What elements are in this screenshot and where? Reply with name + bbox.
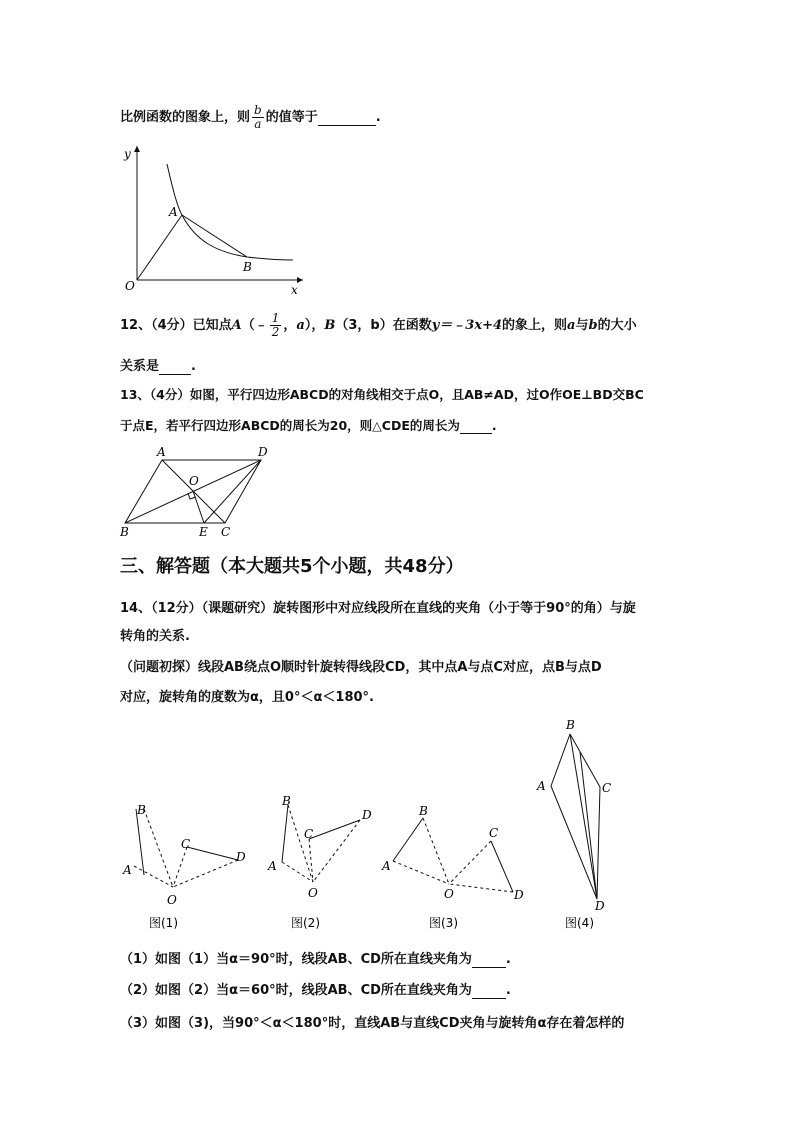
q12-after-frac: ，	[283, 318, 297, 333]
fig4-label-b: B	[566, 718, 575, 732]
label-o: O	[125, 279, 135, 293]
q14-line4	[120, 686, 374, 705]
q14-sub2-blank[interactable]	[472, 983, 506, 999]
q13-line1-text: 13、（4分）如图，平行四边形ABCD的对角线相交于点O，且AB≠AD，过O作OE⊥BD交BC	[120, 387, 644, 402]
q12-point-a: A	[231, 318, 242, 333]
section-3-title: 三、解答题（本大题共5个小题，共48分）	[120, 556, 464, 577]
fig3-dash-od	[449, 884, 513, 892]
fig3-label-b: B	[419, 804, 428, 818]
q14-figures	[115, 712, 635, 937]
fig2-caption: 图(2)	[291, 916, 320, 930]
fig3-dash-ob	[423, 818, 449, 884]
q13-line2-text: 于点E，若平行四边形ABCD的周长为20，则△CDE的周长为	[120, 418, 460, 433]
fig1-label-d: D	[236, 850, 246, 864]
q14-sub1-blank[interactable]	[472, 952, 506, 968]
fig3-segment-ab	[393, 818, 423, 861]
q12-point-b: B	[324, 318, 336, 333]
fig2-segment-ab	[282, 805, 288, 862]
q14-line3	[120, 656, 602, 675]
q14-line1	[120, 597, 636, 616]
q11-tail-line	[120, 104, 381, 131]
figure-2	[267, 794, 372, 930]
q11-frac-num: b	[254, 103, 262, 117]
fig2-dash-ob	[288, 805, 313, 882]
fig1-caption: 图(1)	[149, 916, 178, 930]
label-o: O	[189, 474, 199, 488]
fig1-dash-od	[173, 860, 238, 887]
label-b: B	[243, 260, 252, 274]
segment-de	[204, 460, 261, 523]
figure-4	[536, 718, 611, 930]
fig3-dash-oc	[449, 841, 491, 884]
figure-3	[381, 804, 524, 930]
fig3-dash-oa	[393, 861, 449, 884]
q12-frac-den: 2	[271, 325, 280, 339]
fig2-dash-od	[313, 820, 360, 882]
y-axis-arrow	[134, 146, 140, 152]
q14-line4-text: 对应，旋转角的度数为α，且0°＜α＜180°.	[120, 690, 374, 705]
x-axis-arrow	[297, 277, 303, 283]
label-b: B	[120, 525, 129, 538]
fig4-segment-cd	[597, 787, 600, 899]
q13-answer-blank[interactable]	[460, 418, 492, 434]
q12-paren-open: （﹣	[241, 318, 268, 333]
fig2-dash-oa	[282, 862, 313, 882]
fig3-segment-cd	[491, 841, 513, 892]
label-d: D	[258, 445, 268, 459]
q13-line1	[120, 385, 644, 403]
figure-1	[122, 803, 246, 930]
fig3-label-c: C	[489, 826, 499, 840]
q11-text-a: 比例函数的图象上，则	[120, 110, 251, 125]
fig2-label-c: C	[304, 827, 314, 841]
q12-point-b-coords: （3，b）	[335, 318, 393, 333]
q14-sub3	[120, 1012, 624, 1031]
q14-sub2	[120, 979, 511, 999]
q12-func: y＝﹣3x+4	[431, 318, 503, 333]
label-c: C	[221, 525, 231, 538]
q11-frac-den: a	[254, 117, 262, 131]
q12-line1	[120, 312, 637, 339]
fig1-dash-oa	[134, 866, 173, 887]
q12-end: .	[191, 359, 196, 374]
fig4-caption: 图(4)	[565, 916, 594, 930]
q14-sub1-text: （1）如图（1）当α＝90°时，线段AB、CD所在直线夹角为	[120, 952, 472, 967]
fig3-label-o: O	[444, 887, 454, 901]
q13-line2	[120, 416, 497, 434]
q13-figure	[115, 443, 285, 538]
fig3-label-d: D	[514, 888, 524, 902]
q12-line2	[120, 355, 196, 375]
fig2-label-o: O	[308, 886, 318, 900]
segment-ab	[182, 215, 247, 257]
q11-figure	[115, 140, 315, 300]
fig4-segment-ba	[551, 734, 570, 786]
q11-fraction	[252, 104, 264, 131]
fig1-dash-oc	[173, 847, 187, 887]
fig2-label-a: A	[268, 859, 277, 873]
q12-a-var: a	[296, 318, 305, 333]
q14-line2-text: 转角的关系.	[120, 629, 190, 644]
q11-answer-blank[interactable]	[318, 110, 376, 126]
q14-line1-text: 14、（12分）（课题研究）旋转图形中对应线段所在直线的夹角（小于等于90°的角）与旋	[120, 601, 636, 616]
label-a: A	[157, 445, 166, 459]
q14-sub1	[120, 948, 511, 968]
q12-line2-text: 关系是	[120, 359, 160, 374]
q12-prefix: 12、（4分）已知点	[120, 318, 232, 333]
q14-sub2-text: （2）如图（2）当α＝60°时，线段AB、CD所在直线夹角为	[120, 983, 472, 998]
fig4-label-c: C	[602, 781, 612, 795]
segment-oa	[137, 215, 182, 280]
q14-sub1-end: .	[505, 952, 511, 967]
fig1-label-o: O	[167, 893, 177, 907]
q14-sub2-end: .	[505, 983, 511, 998]
q14-line2	[120, 625, 190, 644]
fig1-dash-ob	[144, 809, 173, 887]
fig2-label-b: B	[282, 794, 291, 808]
q14-line3-text: （问题初探）线段AB绕点O顺时针旋转得线段CD，其中点A与点C对应，点B与点D	[120, 660, 602, 675]
q14-sub3-text: （3）如图（3)，当90°＜α＜180°时，直线AB与直线CD夹角与旋转角α存在着怎样的	[120, 1016, 625, 1031]
q12-suffix: 的象上，则	[502, 318, 568, 333]
fig2-label-d: D	[362, 808, 372, 822]
label-y: y	[124, 147, 131, 161]
fig4-label-d: D	[595, 899, 605, 913]
q12-tail: 的大小	[597, 318, 637, 333]
fig3-label-a: A	[382, 859, 391, 873]
q12-answer-blank[interactable]	[159, 359, 191, 375]
q12-var-b: b	[588, 318, 598, 333]
q11-text-b: 的值等于	[265, 110, 318, 125]
fig1-label-b: B	[137, 803, 146, 817]
fig3-caption: 图(3)	[429, 916, 458, 930]
fig1-label-c: C	[181, 837, 191, 851]
q13-end: .	[491, 418, 497, 433]
fig1-label-a: A	[123, 863, 132, 877]
label-x: x	[291, 283, 298, 297]
fig4-label-a: A	[537, 779, 546, 793]
q12-var-a: a	[567, 318, 576, 333]
label-e: E	[199, 525, 208, 538]
q12-fraction	[270, 312, 282, 339]
q12-frac-num: 1	[271, 311, 280, 325]
q12-close-a: ），	[304, 318, 325, 333]
q12-mid: 在函数	[392, 318, 432, 333]
fig1-segment-cd	[187, 847, 238, 860]
q12-and: 与	[575, 318, 589, 333]
q11-end: .	[375, 110, 381, 125]
label-a: A	[169, 205, 178, 219]
fig1-segment-ab	[136, 809, 144, 875]
